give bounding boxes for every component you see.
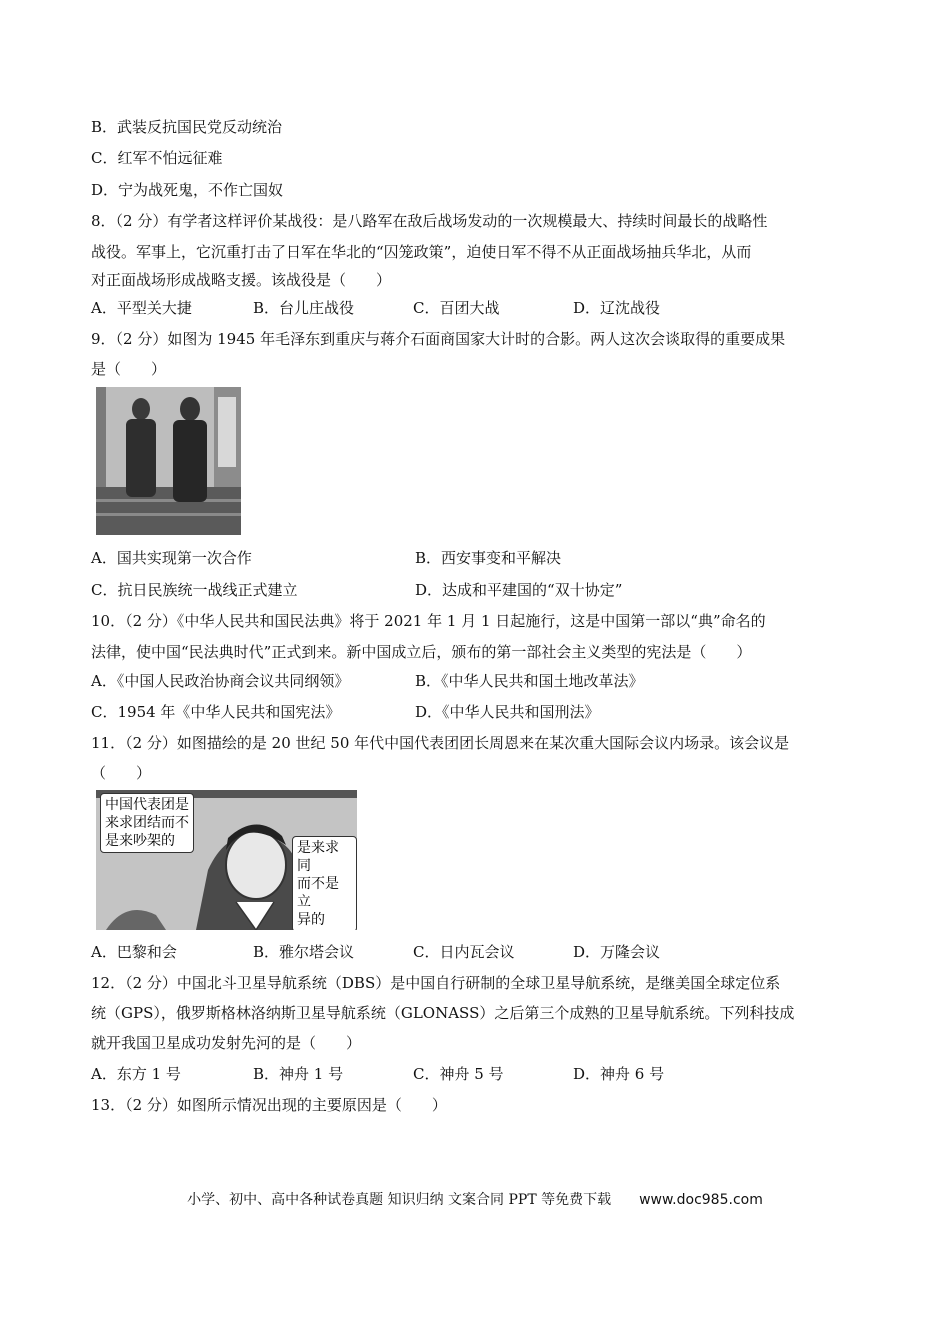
q8-option-d: D．辽沈战役 [573, 299, 661, 317]
q11-stem-line2: （ ） [91, 764, 152, 782]
q9-option-a: A．国共实现第一次合作 [91, 549, 252, 567]
chongqing-negotiation-photo [96, 387, 241, 535]
q10-option-d: D．《中华人民共和国刑法》 [415, 703, 600, 721]
q9-option-b: B．西安事变和平解决 [415, 549, 562, 567]
q9-stem-line1: 9．（2 分）如图为 1945 年毛泽东到重庆与蒋介石面商国家大计时的合影。两人这次会谈取得的重要成果 [91, 330, 786, 348]
q7-option-d: D．宁为战死鬼，不作亡国奴 [91, 181, 284, 199]
q12-option-a: A．东方 1 号 [91, 1065, 181, 1083]
q13-stem-line1: 13．（2 分）如图所示情况出现的主要原因是（ ） [91, 1096, 447, 1114]
q11-option-b: B．雅尔塔会议 [253, 943, 355, 961]
q8-option-a: A．平型关大捷 [91, 299, 192, 317]
zhou-enlai-cartoon [96, 790, 357, 930]
q11-option-d: D．万隆会议 [573, 943, 661, 961]
q11-option-c: C．日内瓦会议 [413, 943, 515, 961]
q10-stem-line1: 10．（2 分）《中华人民共和国民法典》将于 2021 年 1 月 1 日起施行，这是中国第一部以“典”命名的 [91, 612, 766, 630]
q8-option-b: B．台儿庄战役 [253, 299, 355, 317]
q7-option-c: C．红军不怕远征难 [91, 149, 223, 167]
q12-option-c: C．神舟 5 号 [413, 1065, 504, 1083]
q10-stem-line2: 法律，使中国“民法典时代”正式到来。新中国成立后，颁布的第一部社会主义类型的宪法是（ ） [91, 643, 752, 661]
q12-option-d: D．神舟 6 号 [573, 1065, 665, 1083]
q8-stem-line3: 对正面战场形成战略支援。该战役是（ ） [91, 271, 392, 289]
q12-stem-line1: 12．（2 分）中国北斗卫星导航系统（DBS）是中国自行研制的全球卫星导航系统，是继美国全球定位系 [91, 974, 781, 992]
q7-option-b: B．武装反抗国民党反动统治 [91, 118, 283, 136]
q9-option-d: D．达成和平建国的“双十协定” [415, 581, 623, 599]
q9-option-c: C．抗日民族统一战线正式建立 [91, 581, 298, 599]
speech-bubble-left: 中国代表团是 来求团结而不 是来吵架的 [100, 793, 194, 853]
q10-option-a: A．《中国人民政治协商会议共同纲领》 [91, 672, 350, 690]
q11-stem-line1: 11．（2 分）如图描绘的是 20 世纪 50 年代中国代表团团长周恩来在某次重大国际会议内场录。该会议是 [91, 734, 790, 752]
q12-option-b: B．神舟 1 号 [253, 1065, 344, 1083]
speech-bubble-right: 是来求同 而不是立 异的 [292, 836, 357, 930]
footer-text: 小学、初中、高中各种试卷真题 知识归纳 文案合同 PPT 等免费下载 [187, 1192, 612, 1208]
q9-stem-line2: 是（ ） [91, 360, 167, 378]
page-footer [0, 1190, 950, 1210]
q12-stem-line2: 统（GPS），俄罗斯格林洛纳斯卫星导航系统（GLONASS）之后第三个成熟的卫星导航系统。下列科技成 [91, 1004, 795, 1022]
q8-stem-line1: 8．（2 分）有学者这样评价某战役：是八路军在敌后战场发动的一次规模最大、持续时间最长的战略性 [91, 212, 768, 230]
q10-option-b: B．《中华人民共和国土地改革法》 [415, 672, 644, 690]
q12-stem-line3: 就开我国卫星成功发射先河的是（ ） [91, 1034, 362, 1052]
q10-option-c: C．1954 年《中华人民共和国宪法》 [91, 703, 341, 721]
q8-option-c: C．百团大战 [413, 299, 500, 317]
q8-stem-line2: 战役。军事上，它沉重打击了日军在华北的“囚笼政策”，迫使日军不得不从正面战场抽兵华北，从而 [91, 243, 752, 261]
q11-option-a: A．巴黎和会 [91, 943, 177, 961]
footer-url[interactable]: www.doc985.com [639, 1192, 763, 1208]
